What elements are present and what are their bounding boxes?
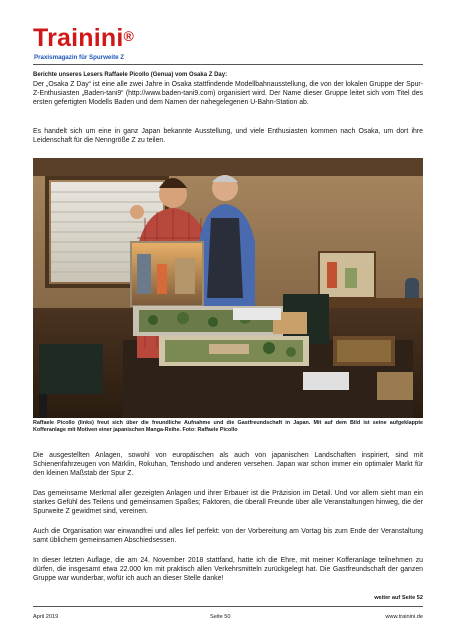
article-byline: Berichte unseres Lesers Raffaele Picollo (Genua) vom Osaka Z Day: — [33, 72, 228, 78]
trainini-logo: Trainini® — [33, 24, 135, 52]
body-paragraph-1: Die ausgestellten Anlagen, sowohl von europäischen als auch von japanischen Landschaften inspiriert, sind mit Schienenfahrzeugen von Märklin, Rokuhan, Tenshodo und anderen versehen. Japan war schon immer ein optimaler Markt für den kleinen Maßstab der Spur Z. — [33, 452, 423, 477]
continued-note: weiter auf Seite 52 — [374, 595, 423, 601]
body-paragraph-4: In dieser letzten Auflage, die am 24. November 2018 stattfand, hatte ich die Ehre, mit meiner Kofferanlage teilnehmen zu dürfen, die insgesamt etwa 22.000 km mit praktisch allen Verkehrsmitteln zurückgelegt hat. Die Gastfreundschaft der ganzen Gruppe war wunderbar, wofür ich auch an dieser Stelle danke! — [33, 557, 423, 582]
footer-url: www.trainini.de — [385, 614, 423, 620]
photo-caption: Raffaele Picollo (links) freut sich über die freundliche Aufnahme und die Gastfreundschaft in Japan. Mit auf dem Bild ist seine aufgeklappte Kofferanlage mit Motiven einer japanischen Manga-Reihe. Foto: Raffaele Picollo — [33, 420, 423, 433]
footer-date: April 2019 — [33, 614, 59, 620]
photo-illustration — [33, 158, 423, 418]
header-rule — [33, 64, 423, 65]
footer-page-number: Seite 50 — [210, 614, 231, 620]
body-paragraph-2: Das gemeinsame Merkmal aller gezeigten Anlagen und ihrer Erbauer ist die Präzision im Detail. Und vor allem sieht man ein starkes Gefühl des Teilens und gemeinsamen Spaßes; Faktoren, die überall Freunde über alle Veranstaltungen hinweg, die der Spurweite Z gewidmet sind, vereinen. — [33, 490, 423, 515]
magazine-tagline: Praxismagazin für Spurweite Z — [34, 54, 125, 61]
footer-rule — [33, 606, 423, 607]
intro-paragraph-2: Es handelt sich um eine in ganz Japan bekannte Ausstellung, und viele Enthusiasten kommen nach Osaka, um dort ihre Leidenschaft für die Nenngröße Z zu teilen. — [33, 128, 423, 144]
body-paragraph-3: Auch die Organisation war einwandfrei und alles lief perfekt: von der Vorbereitung am Vortag bis zum Ende der Veranstaltung samt üblichem gemeinsamen Abschiedsessen. — [33, 528, 423, 544]
intro-paragraph-1: Der „Osaka Z Day“ ist eine alle zwei Jahre in Osaka stattfindende Modellbahnausstellung, die von der lokalen Gruppe der Spur-Z-Enthusiasten „Baden-tani9“ (http://www.baden-tani9.com) organisiert wird. Der Name dieser Gruppe leitet sich vom Titel des ersten gefertigten Modells Baden und dem Namen der nahegelegenen U-Bahn-Station ab. — [33, 81, 423, 106]
exhibition-photo — [33, 158, 423, 418]
